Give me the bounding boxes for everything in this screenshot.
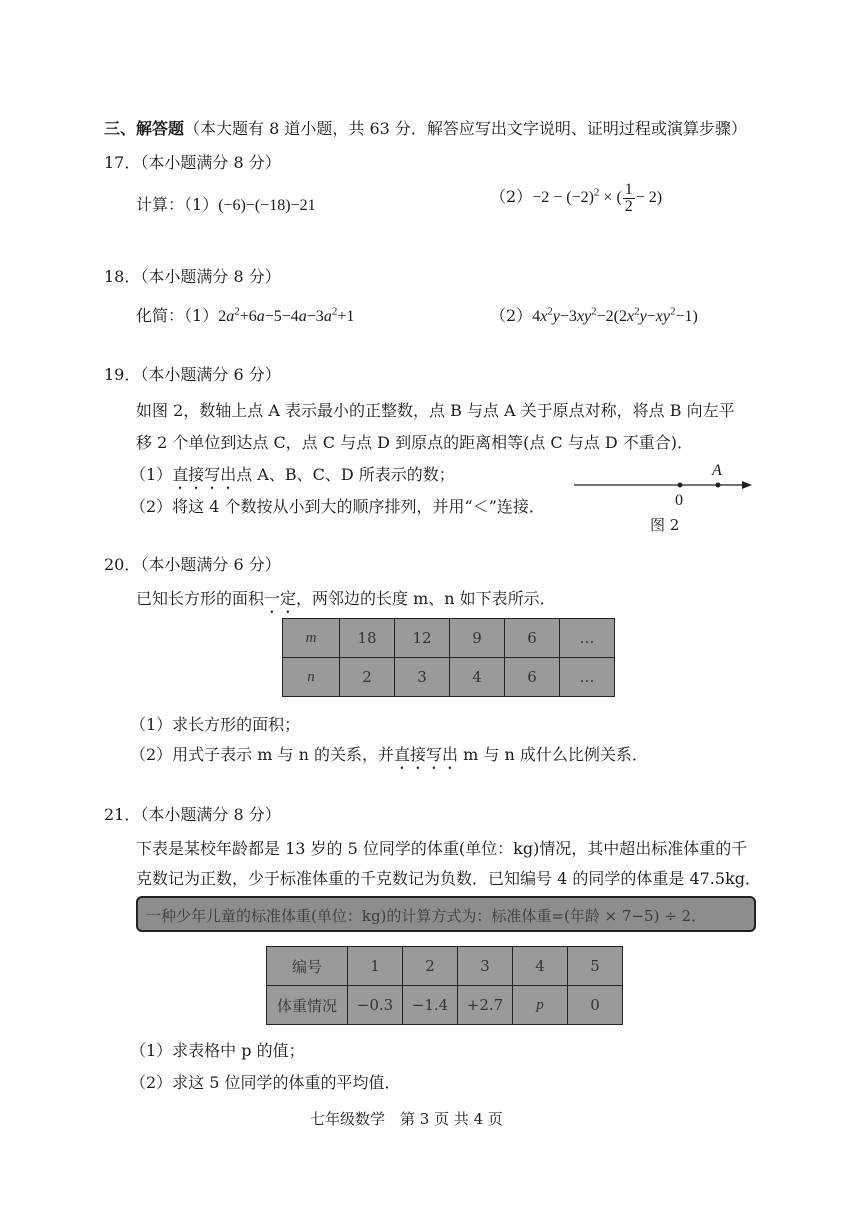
table-row — [283, 658, 615, 697]
q18-p1-label: （1） — [184, 306, 219, 325]
q18-part1 — [136, 303, 354, 326]
figure-caption: 图 2 — [650, 516, 680, 534]
fraction-numerator: 1 — [624, 181, 633, 198]
table-cell: 3 — [395, 658, 450, 697]
table-cell: 2 — [403, 947, 458, 986]
q19-sub1-emphasis: 直接写出 — [172, 465, 237, 484]
table-cell: n — [283, 658, 340, 697]
q18-header — [104, 264, 281, 287]
table-row — [267, 986, 623, 1025]
q17-p2-exponent: 2 — [593, 186, 600, 199]
q19-sub2: （2）将这 4 个数按从小到大的顺序排列，并用“＜”连接． — [130, 497, 545, 516]
table-cell: −0.3 — [348, 986, 403, 1025]
q18-score: （本小题满分 8 分） — [140, 267, 281, 286]
q20-intro — [136, 586, 556, 617]
q21-line2: 克数记为正数，少于标准体重的千克数记为负数．已知编号 4 的同学的体重是 47.5kg． — [136, 869, 762, 888]
origin-point — [678, 483, 683, 488]
table-cell: 3 — [458, 947, 513, 986]
point-a-label: A — [712, 462, 722, 479]
q20-intro-a: 已知长方形的面积 — [136, 589, 265, 608]
table-cell: 0 — [568, 986, 623, 1025]
q17-part1 — [136, 192, 316, 215]
q17-p1-label: （1） — [184, 195, 219, 214]
q21-number: 21． — [104, 805, 141, 824]
q21-sub2: （2）求这 5 位同学的体重的平均值． — [130, 1073, 401, 1092]
section-title: 三、解答题 — [104, 119, 185, 138]
q18-p2-label: （2） — [490, 306, 533, 325]
q20-sub2-emphasis: 直接写出 — [394, 745, 459, 764]
table-cell: 6 — [505, 658, 560, 697]
table-cell: +2.7 — [458, 986, 513, 1025]
point-a — [716, 483, 721, 488]
q18-lead: 化简： — [136, 306, 185, 325]
q17-header — [104, 150, 281, 173]
q19-sub1-label: （1） — [130, 465, 173, 484]
q17-part2 — [490, 182, 662, 215]
q17-p2-fraction — [623, 182, 635, 215]
table-cell: 5 — [568, 947, 623, 986]
table-cell: … — [560, 658, 615, 697]
q19-header — [104, 362, 281, 385]
table-row — [283, 619, 615, 658]
q17-p2-label: （2） — [490, 187, 533, 207]
q17-p1-expr: (−6)−(−18)−21 — [218, 197, 316, 214]
q19-number: 19． — [104, 365, 141, 384]
page-footer: 七年级数学 第 3 页 共 4 页 — [310, 1110, 503, 1128]
table-cell: 9 — [450, 619, 505, 658]
section-note: （本大题有 8 道小题，共 63 分．解答应写出文字说明、证明过程或演算步骤） — [184, 119, 747, 138]
number-line-figure — [570, 460, 760, 510]
q18-number: 18． — [104, 267, 141, 286]
q19-line1: 如图 2，数轴上点 A 表示最小的正整数，点 B 与点 A 关于原点对称，将点 B 向左平 — [136, 401, 735, 420]
q18-part2 — [490, 303, 698, 326]
table-cell: 体重情况 — [267, 986, 348, 1025]
q21-sub1: （1）求表格中 p 的值； — [130, 1041, 305, 1060]
q21-score: （本小题满分 8 分） — [140, 805, 281, 824]
table-cell: 6 — [505, 619, 560, 658]
q19-line2: 移 2 个单位到达点 C，点 C 与点 D 到原点的距离相等(点 C 与点 D 不重合)． — [136, 433, 693, 452]
q21-line1: 下表是某校年龄都是 13 岁的 5 位同学的体重(单位：kg)情况，其中超出标准体重的千 — [136, 839, 748, 858]
q20-sub2-a: （2）用式子表示 m 与 n 的关系，并 — [130, 745, 395, 764]
q21-table — [266, 946, 623, 1025]
q20-intro-emphasis: 一定 — [264, 589, 297, 608]
table-cell: … — [560, 619, 615, 658]
q20-score: （本小题满分 6 分） — [140, 555, 281, 574]
q20-sub2-b: m 与 n 成什么比例关系． — [458, 745, 648, 764]
arrowhead-icon — [742, 481, 752, 489]
table-cell: 1 — [348, 947, 403, 986]
table-cell: 12 — [395, 619, 450, 658]
table-cell: m — [283, 619, 340, 658]
q17-p2-expr-b: × ( — [599, 189, 622, 207]
q20-header — [104, 552, 281, 575]
q17-p2-expr-a: −2 − (−2) — [532, 189, 594, 207]
q18-p2-expr: $4x^2y-3xy^2-2(2x^2y-xy^2-1)$ — [532, 305, 698, 325]
q19-score: （本小题满分 6 分） — [140, 365, 281, 384]
q20-intro-b: ，两邻边的长度 m、n 如下表所示． — [296, 589, 556, 608]
table-cell: 4 — [450, 658, 505, 697]
table-cell: p — [513, 986, 568, 1025]
q20-number: 20． — [104, 555, 141, 574]
q17-lead: 计算： — [136, 195, 185, 214]
q21-header — [104, 802, 281, 825]
q17-number: 17． — [104, 153, 141, 172]
table-row — [267, 947, 623, 986]
table-cell: −1.4 — [403, 986, 458, 1025]
q18-p1-expr: $2a^2+6a-5-4a-3a^2+1$ — [218, 305, 355, 325]
q20-sub1: （1）求长方形的面积； — [130, 715, 301, 734]
q20-sub2 — [130, 742, 648, 773]
table-cell: 2 — [340, 658, 395, 697]
standard-weight-banner: 一种少年儿童的标准体重(单位：kg)的计算方式为：标准体重=(年龄 × 7−5) ÷ 2． — [136, 896, 756, 932]
q20-table — [282, 618, 615, 697]
origin-label: 0 — [675, 492, 683, 509]
table-cell: 编号 — [267, 947, 348, 986]
q17-score: （本小题满分 8 分） — [140, 153, 281, 172]
table-cell: 18 — [340, 619, 395, 658]
q19-sub1 — [130, 462, 455, 493]
fraction-denominator: 2 — [624, 198, 633, 215]
table-cell: 4 — [513, 947, 568, 986]
q19-sub1-text: 点 A、B、C、D 所表示的数； — [236, 465, 455, 484]
q17-p2-expr-c: − 2) — [635, 189, 663, 207]
section-heading — [104, 116, 747, 139]
